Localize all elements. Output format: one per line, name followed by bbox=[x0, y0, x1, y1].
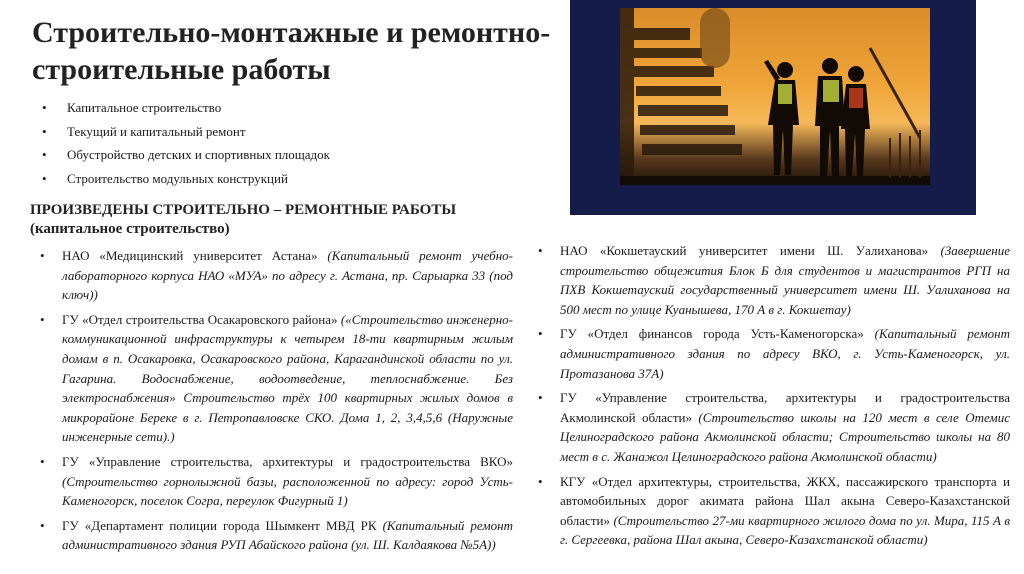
organization: НАО «Медицинский университет Астана» bbox=[62, 248, 318, 263]
works-list-left bbox=[40, 246, 513, 560]
work-description: (Капитальный ремонт учебно-лабораторного корпуса НАО «МУА» по адресу г. Астана, пр. Сарыарка 33 (под ключ)) bbox=[62, 248, 513, 303]
work-description: (Капитальный ремонт административного здания по адресу ВКО, г. Усть-Каменогорск, ул. Протазанова 37А) bbox=[560, 326, 1010, 381]
work-description: («Строительство инженерно-коммуникационной инфраструктуры к четырем 18-ти квартирным жилым домам в п. Осакаровка, Осакаровского района, Карагандинской области по ул. Гагарина. Водоснабжение, водоотведение, теплоснабжение. Без электроснабжения» Строительство трёх 100 квартирных жилых домов в микрорайоне Береке в г. Петропавловске СКО. Дома 1, 2, 3,4,5,6 (Наружные инженерные сети).) bbox=[62, 311, 513, 445]
service-list bbox=[42, 96, 330, 190]
service-item: • Текущий и капитальный ремонт bbox=[42, 120, 330, 144]
work-description: (Завершение строительство общежития Блок Б для студентов и магистрантов РГП на ПХВ Кокшетауский государственный университет имени Ш. Уалиханова на 500 мест по улице Куанышева, 170 А в г. Кокшетау) bbox=[560, 243, 1011, 317]
slide-title: Строительно-монтажные и ремонтно-строительные работы bbox=[32, 16, 551, 86]
construction-photo bbox=[570, 0, 976, 215]
organization: ГУ «Управление строительства, архитектуры и градостроительства ВКО» bbox=[62, 453, 513, 469]
work-item bbox=[538, 472, 1010, 550]
service-item: • Капитальное строительство bbox=[42, 96, 330, 120]
work-item bbox=[40, 516, 513, 555]
work-item bbox=[40, 310, 513, 447]
work-item bbox=[538, 324, 1010, 383]
organization: ГУ «Управление строительства, архитектуры и градостроительства Акмолинской области» bbox=[560, 390, 1010, 425]
service-item: • Строительство модульных конструкций bbox=[42, 167, 330, 191]
workers-silhouette-image bbox=[620, 8, 930, 185]
organization: ГУ «Отдел строительства Осакаровского района» bbox=[62, 311, 338, 327]
work-item bbox=[538, 388, 1010, 466]
organization: ГУ «Департамент полиции города Шымкент МВД РК bbox=[62, 517, 377, 533]
work-item bbox=[40, 452, 513, 511]
works-list-right bbox=[538, 241, 1010, 555]
work-description: (Строительство горнолыжной базы, расположенной по адресу: город Усть-Каменогорск, поселок Согра, переулок Фигурный 1) bbox=[62, 473, 513, 509]
work-item bbox=[40, 246, 513, 305]
work-item bbox=[538, 241, 1010, 319]
work-description: (Капитальный ремонт административного здания РУП Абайского района (ул. Ш. Калдаякова №5А)) bbox=[62, 517, 514, 553]
section-heading: ПРОИЗВЕДЕНЫ СТРОИТЕЛЬНО – РЕМОНТНЫЕ РАБОТЫ (капитальное строительство) bbox=[30, 202, 457, 237]
work-description: (Строительство 27-ми квартирного жилого дома по ул. Мира, 115 А в г. Сергеевка, района Шал акына, Северо-Казахстанской области) bbox=[560, 512, 1011, 548]
work-description: (Строительство школы на 120 мест в селе Отемис Целиноградского района Акмолинской области; Строительство школы на 80 мест в с. Жанажол Целиноградского района Акмолинской области) bbox=[560, 409, 1010, 464]
organization: КГУ «Отдел архитектуры, строительства, ЖКХ, пассажирского транспорта и автомобильных дорог акимата района Шал акына Северо-Казахстанской области» bbox=[560, 473, 1010, 528]
service-item: • Обустройство детских и спортивных площадок bbox=[42, 143, 330, 167]
organization: ГУ «Отдел финансов города Усть-Каменогорска» bbox=[560, 326, 864, 342]
organization: НАО «Кокшетауский университет имени Ш. Уалиханова» bbox=[560, 243, 929, 258]
